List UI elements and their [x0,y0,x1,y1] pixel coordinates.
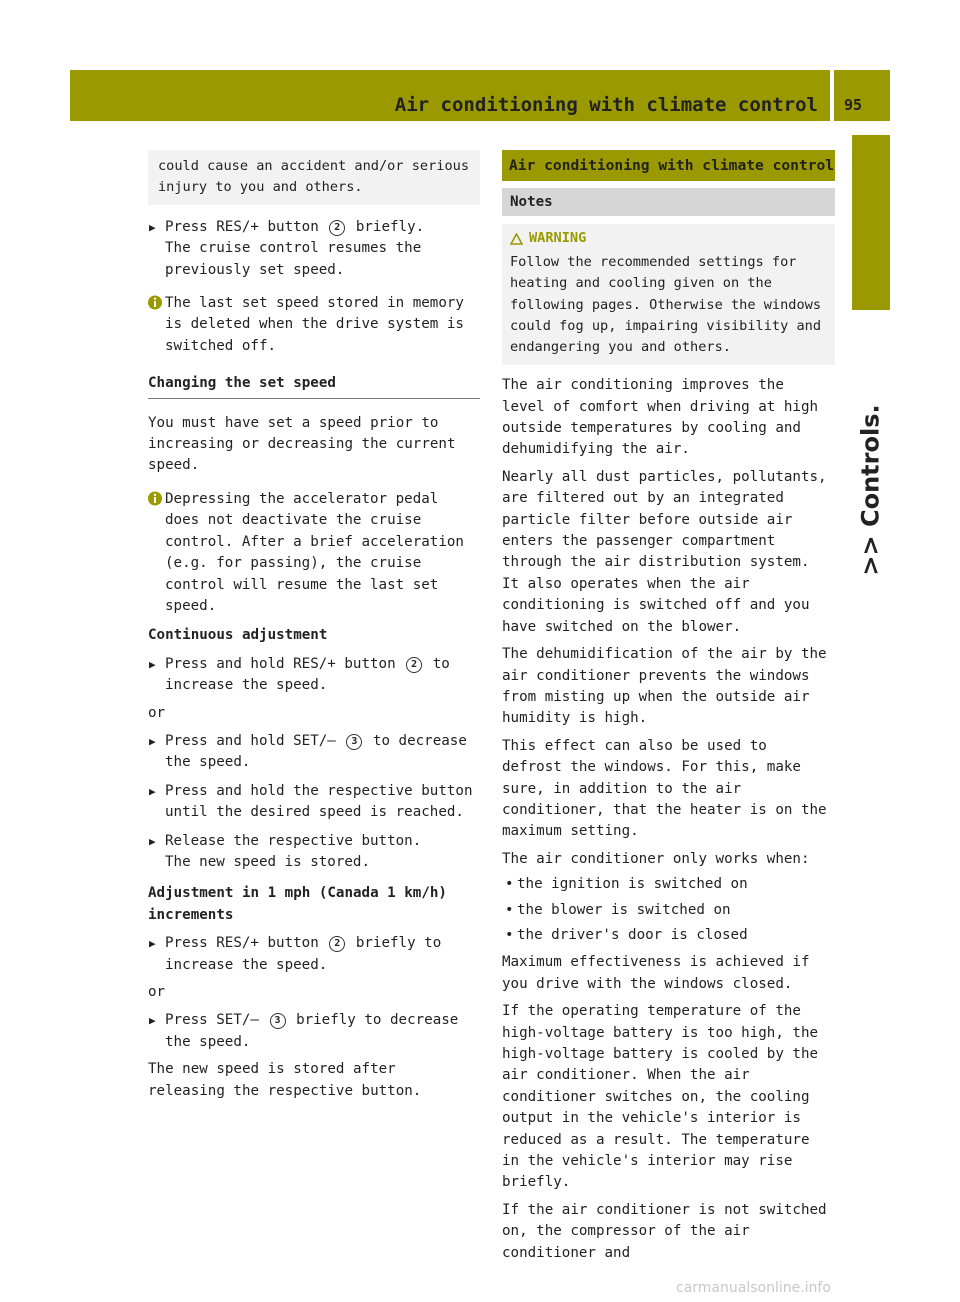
chapter-label: >> Controls. [856,404,885,576]
step-text-post: briefly to increase the speed. [165,935,442,973]
subheading-continuous: Continuous adjustment [148,627,328,644]
arrow-icon: ▶ [149,784,156,798]
info-text: Depressing the accelerator pedal does not deactivate the cruise control. After a brief acceleration (e.g. for passing), the cruise control will resume the last set speed. [165,490,464,614]
bullet-item: • the ignition is switched on [502,874,835,895]
arrow-icon: ▶ [149,937,156,951]
step-cont-3 [148,781,480,824]
footer-watermark: carmanualsonline.info [676,1280,831,1296]
step-text-post: to increase the speed. [165,655,450,694]
step-text: Release the respective button. [165,832,422,849]
step-resume [148,217,480,281]
step-text: Press and hold the respective button until the desired speed is reached. [165,782,473,821]
warning-title [510,228,827,249]
info-icon [148,491,162,506]
paragraph: The air conditioner only works when: [502,850,810,867]
step-text: Press SET/– [165,1012,259,1029]
step-text-post: briefly. [355,218,425,235]
step-cont-1 [148,654,480,697]
number-3-icon: 3 [346,734,362,750]
chapter-tab [852,135,890,310]
bullet-item: • the blower is switched on [502,900,835,921]
closing-paragraph: The new speed is stored after releasing the respective button. [148,1061,422,1099]
page-number: 95 [844,95,863,114]
arrow-icon: ▶ [149,834,156,848]
section-heading-air-conditioning: Air conditioning with climate control [502,150,835,181]
step-inc-1 [148,933,480,976]
step-text: Press RES/+ button [165,935,319,952]
step-result: The new speed is stored. [165,853,370,870]
paragraph: The air conditioning improves the level of comfort when driving at high outside temperatures by cooling and dehumidifying the air. [502,377,819,458]
number-2-icon: 2 [329,220,345,236]
right-column [502,150,835,1264]
info-note-accelerator [148,489,480,617]
paragraph: Maximum effectiveness is achieved if you drive with the windows closed. [502,954,810,992]
arrow-icon: ▶ [149,1014,156,1028]
info-icon [148,295,162,310]
paragraph: Nearly all dust particles, pollutants, are filtered out by an integrated particle filter before outside air enters the passenger compartment through the air distribution system. It also operates when the air conditioning is switched off and you have switched on the blower. [502,468,827,635]
paragraph: If the operating temperature of the high-voltage battery is too high, the high-voltage battery is cooled by the air conditioner. When the air conditioner switches on, the cooling output in the vehicle's interior is reduced as a result. The temperature in the vehicle's interior may rise briefly. [502,1003,819,1191]
warning-text: Follow the recommended settings for heating and cooling given on the following pages. Otherwise the windows could fog up, impairing visibility and endangering you and others. [510,254,821,356]
step-text: Press and hold RES/+ button [165,655,396,672]
step-inc-2 [148,1010,480,1053]
page-number-box [834,70,890,121]
number-2-icon: 2 [329,936,345,952]
warning-box [502,224,835,365]
step-text-post: to decrease the speed. [165,732,467,771]
info-text: The last set speed stored in memory is deleted when the drive system is switched off. [165,295,464,354]
number-3-icon: 3 [270,1013,286,1029]
warning-continuation-text: could cause an accident and/or serious injury to you and others. [158,158,469,196]
arrow-icon: ▶ [149,734,156,748]
arrow-icon: ▶ [149,657,156,671]
running-header-title: Air conditioning with climate control [394,93,818,116]
section-heading-changing: Changing the set speed [148,373,480,398]
left-column [148,150,480,1102]
or-separator: or [148,984,166,1000]
step-cont-2 [148,731,480,774]
warning-continuation-box [148,150,480,205]
warning-triangle-icon [510,233,523,245]
arrow-icon: ▶ [149,220,156,234]
or-separator: or [148,704,166,721]
step-result: The cruise control resumes the previously set speed. [165,240,422,278]
subsection-heading-notes: Notes [502,188,835,216]
subheading-increments: Adjustment in 1 mph (Canada 1 km/h) increments [148,885,447,923]
paragraph: If the air conditioner is not switched on, the compressor of the air conditioner and [502,1201,827,1261]
number-2-icon: 2 [406,657,422,673]
step-text-post: briefly to decrease the speed. [165,1012,459,1050]
step-text: Press RES/+ button [165,218,319,235]
step-cont-4 [148,831,480,874]
warning-title-text: WARNING [529,230,587,246]
bullet-item: • the driver's door is closed [502,925,835,946]
paragraph: The dehumidification of the air by the air conditioner prevents the windows from misting up when the outside air humidity is high. [502,646,827,727]
info-note-memory [148,293,480,357]
header-bar [70,70,830,121]
changing-intro: You must have set a speed prior to increasing or decreasing the current speed. [148,414,456,474]
paragraph: This effect can also be used to defrost the windows. For this, make sure, in addition to the air conditioner, that the heater is on the maximum setting. [502,737,827,840]
step-text: Press and hold SET/– [165,732,336,749]
